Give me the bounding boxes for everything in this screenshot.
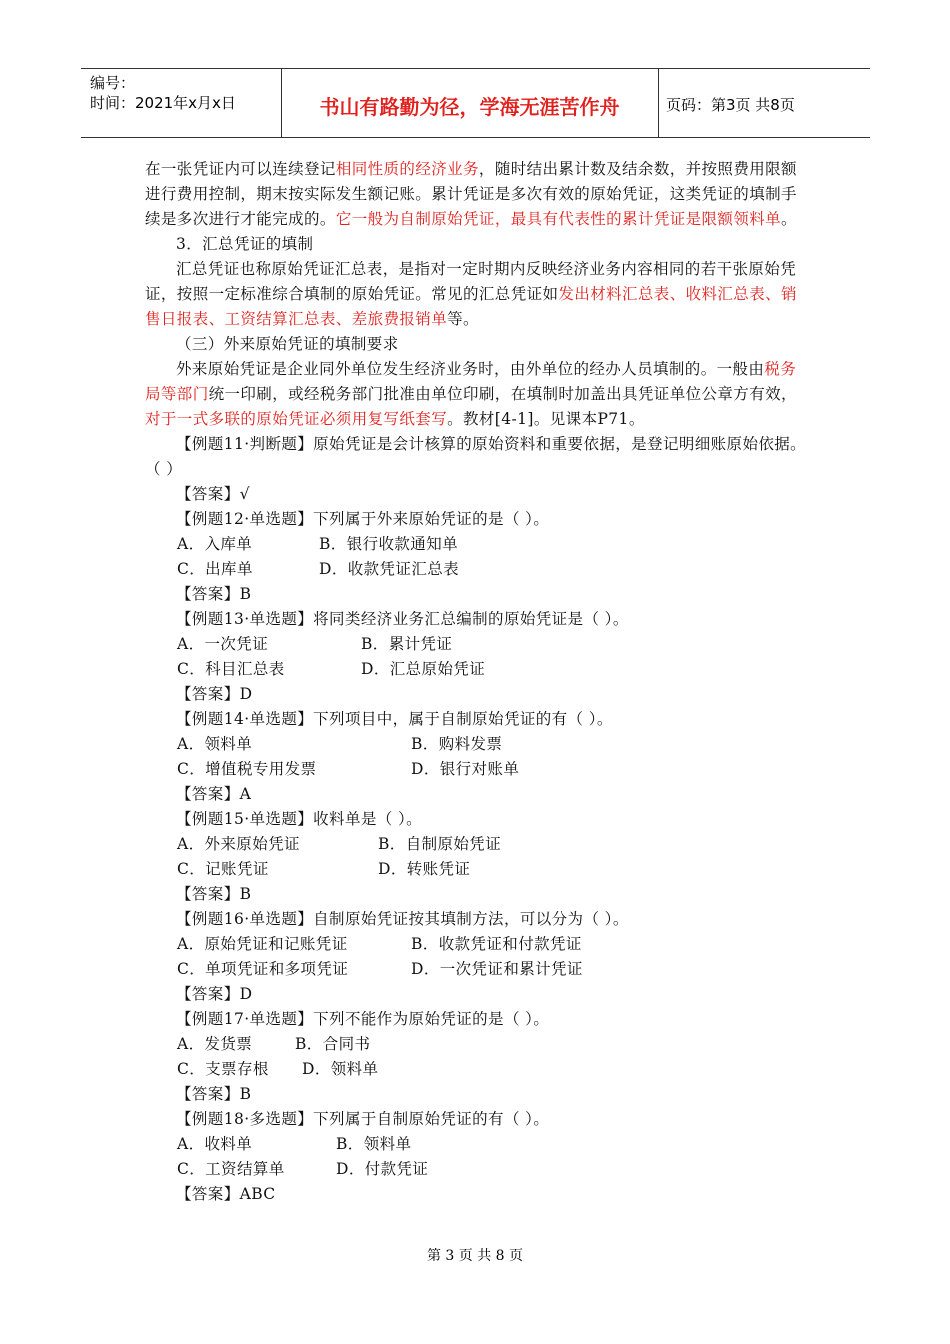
option-row: C．支票存根 D．领料单 [177, 1060, 379, 1078]
option-row: A．发货票 B．合同书 [177, 1035, 371, 1053]
option-row: C．记账凭证 D．转账凭证 [177, 860, 471, 878]
option-row: C．出库单 D．收款凭证汇总表 [177, 560, 460, 578]
header-divider [658, 69, 659, 137]
highlight: 税务局等部门 [145, 360, 797, 403]
example-answer: 【答案】√ [176, 485, 250, 503]
page-footer: 第 3 页 共 8 页 [426, 1248, 524, 1264]
paragraph-summary: 汇总凭证也称原始凭证汇总表，是指对一定时期内反映经济业务内容相同的若干张原始凭证，按照一定标准综合填制的原始凭证。常见的汇总凭证如发出材料汇总表、收料汇总表、销售日报表、工资结算汇总表、差旅费报销单等。 [145, 260, 797, 328]
option-row: A．入库单 B．银行收款通知单 [177, 535, 458, 553]
option-row: A．原始凭证和记账凭证 B．收款凭证和付款凭证 [177, 935, 582, 953]
example-question: 【例题13·单选题】将同类经济业务汇总编制的原始凭证是（ ）。 [176, 610, 629, 628]
example-question: 【例题14·单选题】下列项目中，属于自制原始凭证的有（ ）。 [176, 710, 613, 728]
option-row: C．科目汇总表 D．汇总原始凭证 [177, 660, 486, 678]
header-motto: 书山有路勤为径，学海无涯苦作舟 [319, 95, 620, 119]
example-question: 【例题11·判断题】原始凭证是会计核算的原始资料和重要依据，是登记明细账原始依据。（ ） [145, 435, 807, 478]
example-answer: 【答案】ABC [176, 1185, 276, 1203]
option-row: A．一次凭证 B．累计凭证 [177, 635, 453, 653]
header-meta [90, 73, 236, 113]
option-row: A．领料单 B．购料发票 [177, 735, 503, 753]
highlight: 相同性质的经济业务 [335, 160, 479, 178]
section-title: 3．汇总凭证的填制 [176, 235, 314, 253]
example-answer: 【答案】B [176, 885, 252, 903]
example-question: 【例题16·单选题】自制原始凭证按其填制方法，可以分为（ ）。 [176, 910, 629, 928]
paragraph-cumulative: 在一张凭证内可以连续登记相同性质的经济业务，随时结出累计数及结余数，并按照费用限额进行费用控制，期末按实际发生额记账。累计凭证是多次有效的原始凭证，这类凭证的填制手续是多次进行才能完成的。它一般为自制原始凭证，最具有代表性的累计凭证是限额领料单。 [145, 160, 797, 228]
paragraph-external: 外来原始凭证是企业同外单位发生经济业务时，由外单位的经办人员填制的。一般由税务局等部门统一印刷，或经税务部门批准由单位印刷，在填制时加盖出具凭证单位公章方有效，对于一式多联的原始凭证必须用复写纸套写。教材[4-1]。见课本P71。 [145, 360, 797, 428]
section-title: （三）外来原始凭证的填制要求 [176, 335, 399, 353]
option-row: C．增值税专用发票 D．银行对账单 [177, 760, 520, 778]
example-answer: 【答案】B [176, 585, 252, 603]
page-header [81, 68, 870, 138]
header-date: 时间：2021年x月x日 [90, 94, 236, 112]
header-number: 编号： [90, 74, 136, 92]
example-answer: 【答案】A [176, 785, 252, 803]
document-body [145, 157, 810, 1207]
example-answer: 【答案】D [176, 685, 253, 703]
highlight: 对于一式多联的原始凭证必须用复写纸套写 [145, 410, 448, 428]
example-question: 【例题15·单选题】收料单是（ ）。 [176, 810, 423, 828]
example-question: 【例题17·单选题】下列不能作为原始凭证的是（ ）。 [176, 1010, 550, 1028]
example-answer: 【答案】B [176, 1085, 252, 1103]
example-question: 【例题12·单选题】下列属于外来原始凭证的是（ ）。 [176, 510, 550, 528]
option-row: A．收料单 B．领料单 [177, 1135, 412, 1153]
option-row: C．单项凭证和多项凭证 D．一次凭证和累计凭证 [177, 960, 583, 978]
option-row: A．外来原始凭证 B．自制原始凭证 [177, 835, 502, 853]
example-question: 【例题18·多选题】下列属于自制原始凭证的有（ ）。 [176, 1110, 550, 1128]
option-row: C．工资结算单 D．付款凭证 [177, 1160, 429, 1178]
highlight: 它一般为自制原始凭证，最具有代表性的累计凭证是限额领料单 [335, 210, 782, 228]
highlight: 发出材料汇总表、收料汇总表、销售日报表、工资结算汇总表、差旅费报销单 [145, 285, 797, 328]
header-page-info: 页码：第3页 共8页 [666, 96, 795, 114]
example-answer: 【答案】D [176, 985, 253, 1003]
